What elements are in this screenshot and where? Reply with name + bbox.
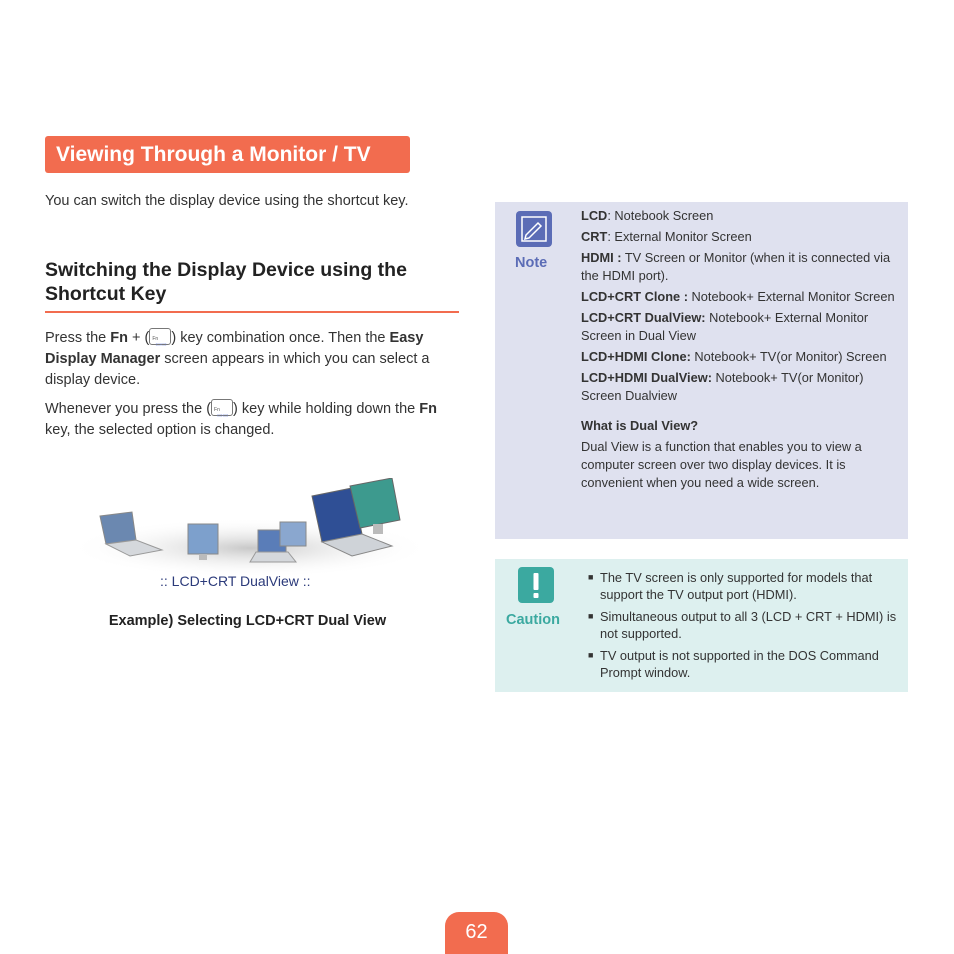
list-item: ■ Simultaneous output to all 3 (LCD + CRT + HDMI) is not supported.: [588, 609, 897, 641]
fn-key-label: Fn: [110, 330, 128, 346]
list-item: ■ The TV screen is only supported for models that support the TV output port (HDMI).: [588, 570, 873, 602]
note-item: LCD+HDMI DualView: Notebook+ TV(or Monitor) Screen Dualview: [581, 370, 864, 403]
note-box: [495, 202, 908, 539]
bullet-icon: ■: [588, 611, 594, 621]
key-fn-label: Fn: [152, 336, 159, 342]
caution-label: Caution: [506, 612, 560, 628]
note-item: LCD+CRT DualView: Notebook+ External Monitor Screen in Dual View: [581, 310, 869, 343]
text: key, the selected option is changed.: [45, 422, 275, 438]
page-number: 62: [465, 921, 488, 943]
note-item: CRT: External Monitor Screen: [581, 229, 752, 244]
paragraph-fn-key: [45, 328, 463, 391]
note-label: Note: [515, 255, 548, 271]
easy-display-manager-label: Easy Display Manager: [45, 330, 424, 367]
note-item: LCD+CRT Clone : Notebook+ External Monitor Screen: [581, 289, 895, 304]
bullet-icon: ■: [588, 572, 594, 582]
text: ) key combination once. Then the: [171, 330, 390, 346]
note-item: HDMI : TV Screen or Monitor (when it is connected via the HDMI port).: [581, 250, 891, 283]
subheading: Switching the Display Device using the Shortcut Key: [45, 259, 407, 305]
text: Whenever you press the (: [45, 401, 212, 417]
text: Press the: [45, 330, 111, 346]
example-caption: Example) Selecting LCD+CRT Dual View: [108, 613, 387, 629]
laptops-and-monitors-illustration: [70, 478, 432, 590]
note-content: [581, 207, 901, 495]
intro-text: You can switch the display device using the shortcut key.: [45, 193, 409, 209]
paragraph-change-option: [45, 399, 463, 441]
display-switch-icon: Fn ▭▭: [211, 399, 233, 416]
dual-view-text: Dual View is a function that enables you to view a computer screen over two display devices. It is convenient when you need a wide screen.: [581, 439, 862, 490]
dual-view-heading: What is Dual View?: [581, 418, 699, 433]
exclamation-icon: [518, 567, 554, 603]
note-item: LCD: Notebook Screen: [581, 208, 714, 223]
subheading-divider: [45, 311, 459, 313]
section-title: Viewing Through a Monitor / TV: [56, 143, 371, 166]
display-switch-icon: Fn ▭▭: [149, 328, 171, 345]
key-fn-label: Fn: [214, 407, 220, 413]
note-item: LCD+HDMI Clone: Notebook+ TV(or Monitor) Screen: [581, 349, 887, 364]
caution-box: [495, 559, 908, 692]
list-item: ■ TV output is not supported in the DOS Command Prompt window.: [588, 648, 879, 680]
fn-key-label: Fn: [419, 401, 437, 417]
section-banner: [45, 136, 410, 173]
pencil-note-icon: [516, 211, 552, 247]
illustration-caption: :: LCD+CRT DualView ::: [160, 573, 311, 589]
text: ) key while holding down the: [233, 401, 420, 417]
text: screen appears in which you can select a display device.: [45, 351, 430, 388]
page-number-tab: [445, 912, 508, 954]
caution-list: [588, 569, 898, 686]
bullet-icon: ■: [588, 650, 594, 660]
text: + (: [128, 330, 150, 346]
